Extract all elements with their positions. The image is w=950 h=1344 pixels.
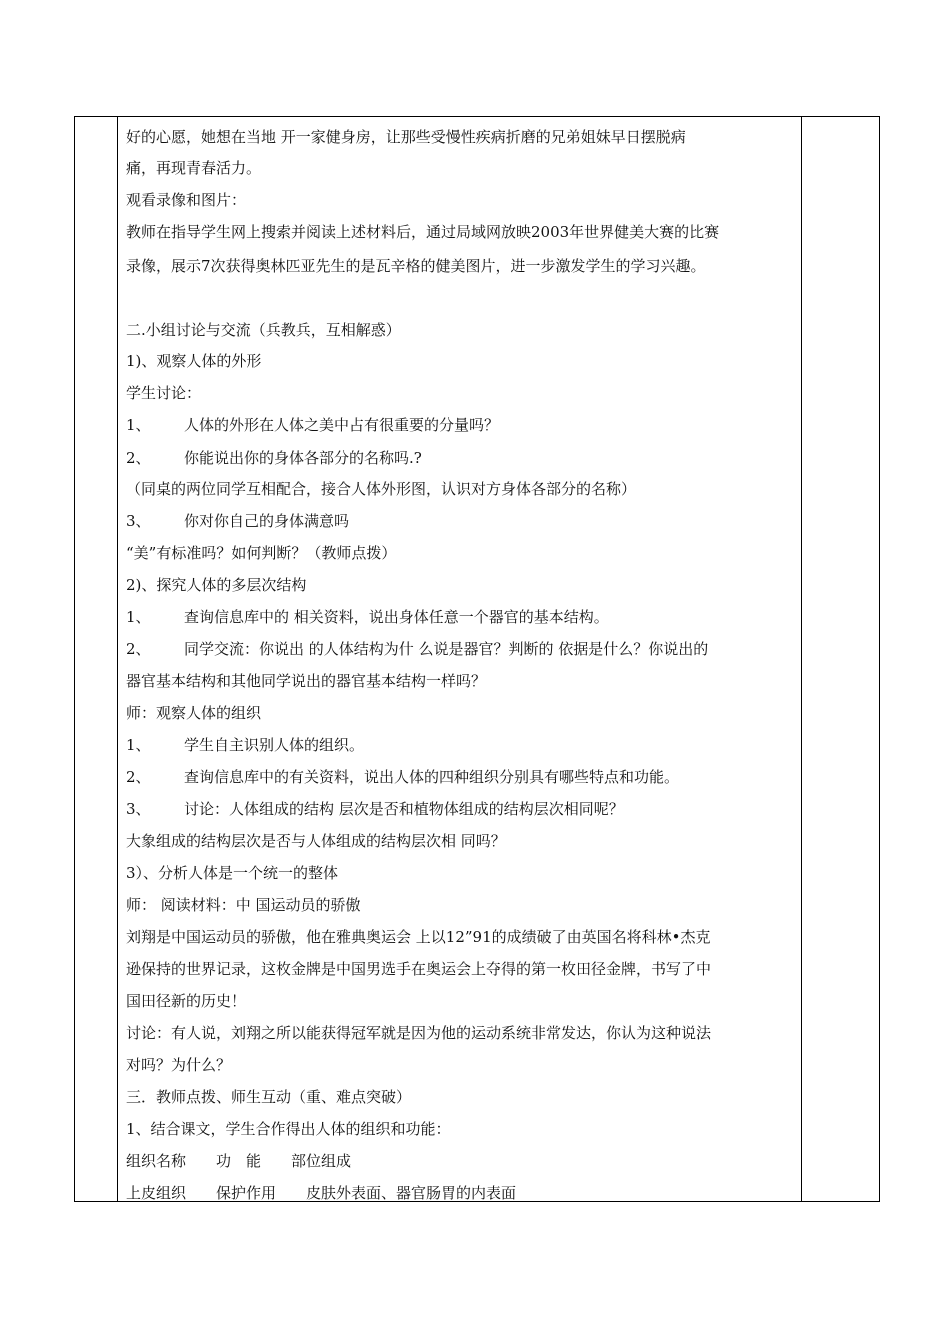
text-line: 刘翔是中国运动员的骄傲，他在雅典奥运会 上以12”91的成绩破了由英国名将科林•杰克	[126, 928, 711, 946]
text-line: 1、结合课文，学生合作得出人体的组织和功能：	[126, 1120, 451, 1138]
list-item	[126, 608, 609, 626]
text-line: 好的心愿，她想在当地 开一家健身房，让那些受慢性疾病折磨的兄弟姐妹早日摆脱病	[126, 128, 686, 146]
text-line: 师：观察人体的组织	[126, 704, 262, 722]
list-text: 讨论：人体组成的结构 层次是否和植物体组成的结构层次相同呢？	[184, 800, 624, 818]
tissue-table-header: 组织名称 功 能 部位组成	[126, 1152, 352, 1170]
text-line: “美”有标准吗？如何判断？（教师点拨）	[126, 544, 397, 562]
list-text: 你对你自己的身体满意吗	[184, 512, 350, 530]
list-text: 同学交流：你说出 的人体结构为什 么说是器官？判断的 依据是什么？你说出的	[184, 640, 709, 658]
list-number: 2、	[126, 768, 151, 786]
list-number: 1、	[126, 608, 151, 626]
list-item	[126, 800, 624, 818]
table-column-divider-left	[117, 117, 118, 1201]
text-line: 教师在指导学生网上搜索并阅读上述材料后，通过局域网放映2003年世界健美大赛的比赛	[126, 223, 720, 241]
list-text: 查询信息库中的有关资料，说出人体的四种组织分别具有哪些特点和功能。	[184, 768, 680, 786]
text-line: 学生讨论：	[126, 384, 202, 402]
list-number: 3、	[126, 512, 151, 530]
text-line: 国田径新的历史！	[126, 992, 247, 1010]
list-item	[126, 449, 422, 467]
list-number: 2、	[126, 640, 151, 658]
table-column-divider-right	[801, 117, 802, 1201]
section-heading: 二.小组讨论与交流（兵教兵，互相解惑）	[126, 321, 401, 339]
list-number: 3、	[126, 800, 151, 818]
list-text: 学生自主识别人体的组织。	[184, 736, 365, 754]
tissue-table-row: 上皮组织 保护作用 皮肤外表面、器官肠胃的内表面	[126, 1184, 517, 1202]
text-line: 大象组成的结构层次是否与人体组成的结构层次相 同吗？	[126, 832, 506, 850]
text-line: 对吗？为什么？	[126, 1056, 232, 1074]
text-line: 痛，再现青春活力。	[126, 159, 262, 177]
list-number: 1、	[126, 416, 151, 434]
list-number: 1、	[126, 736, 151, 754]
text-line: 观看录像和图片：	[126, 191, 247, 209]
text-line: 讨论：有人说，刘翔之所以能获得冠军就是因为他的运动系统非常发达，你认为这种说法	[126, 1024, 712, 1042]
list-text: 你能说出你的身体各部分的名称吗.?	[184, 449, 422, 467]
list-text: 查询信息库中的 相关资料，说出身体任意一个器官的基本结构。	[184, 608, 609, 626]
text-line: （同桌的两位同学互相配合，接合人体外形图，认识对方身体各部分的名称）	[126, 480, 637, 498]
text-line: 器官基本结构和其他同学说出的器官基本结构一样吗？	[126, 672, 487, 690]
section-heading: 三．教师点拨、师生互动（重、难点突破）	[126, 1088, 412, 1106]
list-number: 2、	[126, 449, 151, 467]
subsection-heading: 2)、探究人体的多层次结构	[126, 576, 307, 594]
text-line: 师： 阅读材料：中 国运动员的骄傲	[126, 896, 361, 914]
list-text: 人体的外形在人体之美中占有很重要的分量吗？	[184, 416, 500, 434]
list-item	[126, 640, 708, 658]
list-item	[126, 512, 349, 530]
subsection-heading: 1)、观察人体的外形	[126, 352, 262, 370]
text-line: 录像，展示7次获得奥林匹亚先生的是瓦辛格的健美图片，进一步激发学生的学习兴趣。	[126, 257, 706, 275]
list-item	[126, 736, 364, 754]
text-line: 逊保持的世界记录，这枚金牌是中国男选手在奥运会上夺得的第一枚田径金牌，书写了中	[126, 960, 712, 978]
list-item	[126, 416, 499, 434]
list-item	[126, 768, 679, 786]
subsection-heading: 3）、分析人体是一个统一的整体	[126, 864, 339, 882]
